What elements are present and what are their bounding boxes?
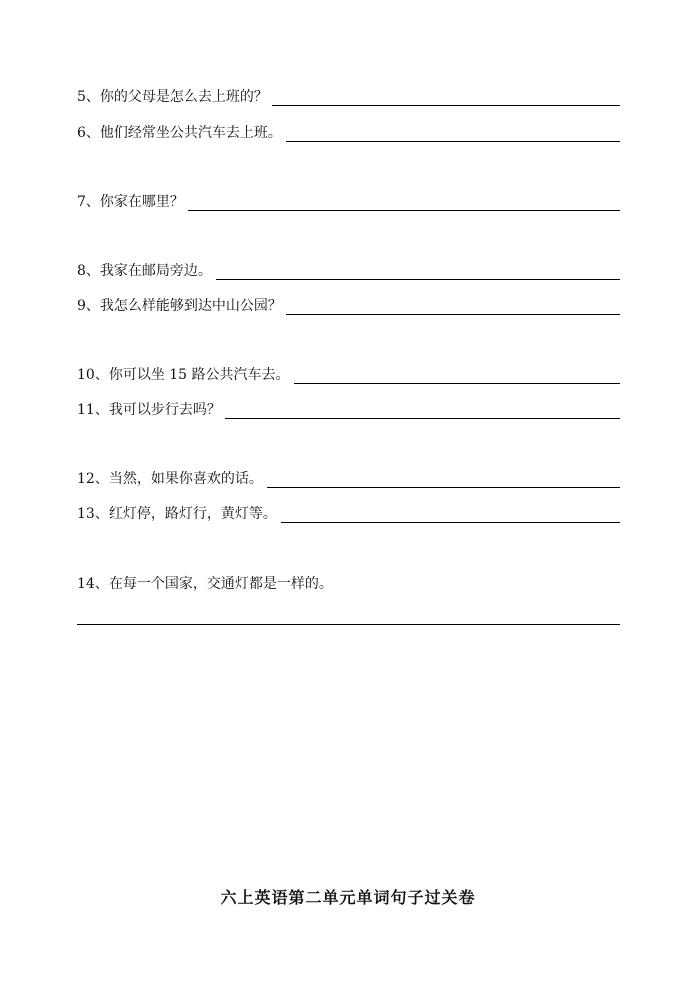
question-text: 12、当然，如果你喜欢的话。 [77,471,263,487]
question-8 [77,262,620,280]
worksheet-title: 六上英语第二单元单词句子过关卷 [220,888,476,907]
question-text: 5、你的父母是怎么去上班的？ [77,89,268,105]
question-text: 13、红灯停，路灯行，黄灯等。 [77,506,277,522]
answer-line[interactable] [286,127,620,142]
question-13 [77,505,620,523]
question-6 [77,124,620,142]
question-7 [77,193,620,211]
question-text: 8、我家在邮局旁边。 [77,263,212,279]
question-5 [77,88,620,106]
answer-line[interactable] [216,265,620,280]
question-text: 10、你可以坐 15 路公共汽车去。 [77,367,290,383]
question-10 [77,366,620,384]
answer-line[interactable] [272,91,620,106]
question-text: 6、他们经常坐公共汽车去上班。 [77,125,282,141]
question-11 [77,401,620,419]
question-text: 9、我怎么样能够到达中山公园？ [77,298,282,314]
answer-line[interactable] [225,404,620,419]
answer-line[interactable] [281,508,620,523]
answer-line[interactable] [267,473,620,488]
question-9 [77,297,620,315]
answer-line[interactable] [188,196,620,211]
question-14-text: 14、在每一个国家，交通灯都是一样的。 [77,576,333,592]
answer-line[interactable] [294,369,620,384]
question-text: 7、你家在哪里？ [77,194,184,210]
answer-line[interactable] [77,624,620,625]
question-text: 11、我可以步行去吗？ [77,402,221,418]
answer-line[interactable] [286,300,620,315]
question-12 [77,470,620,488]
